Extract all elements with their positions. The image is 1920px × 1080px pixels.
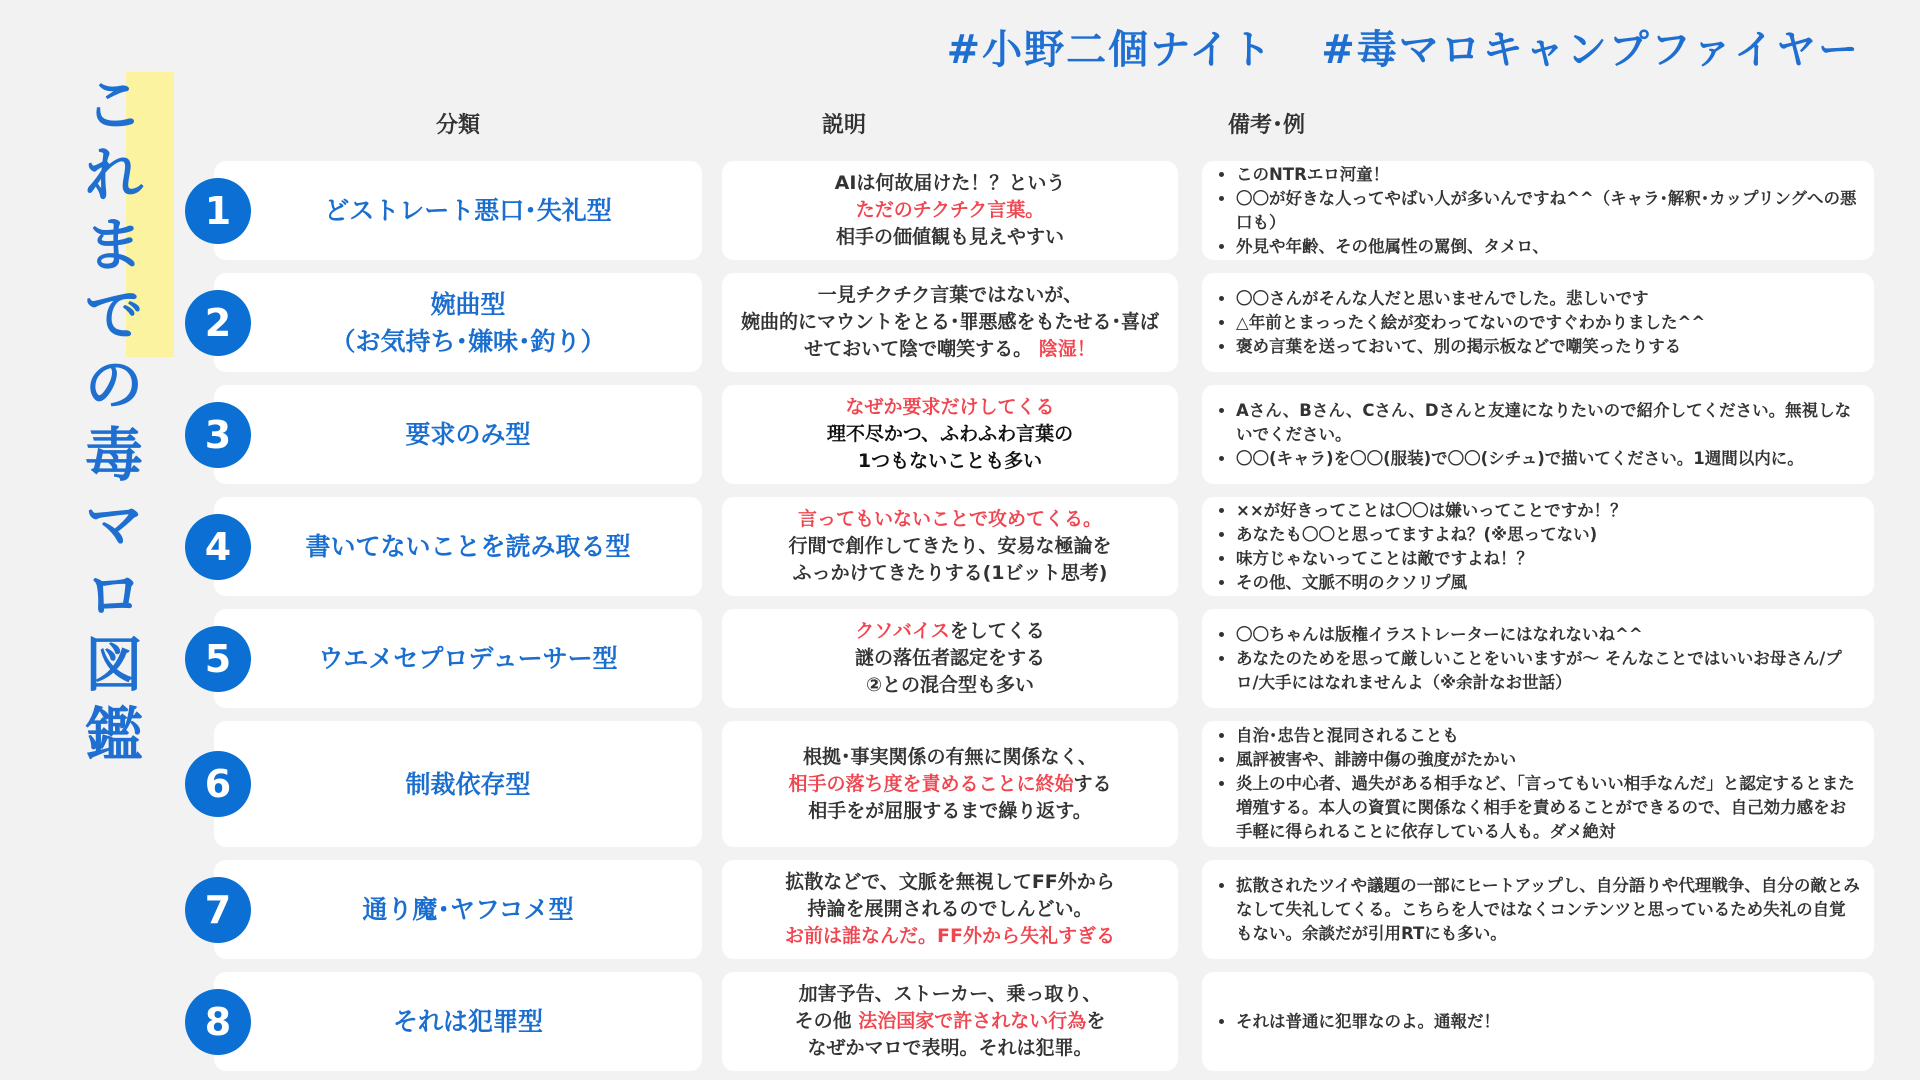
title-char: の [84,351,143,419]
category-cell [214,273,702,372]
notes-list [1214,724,1862,844]
description-text: 相手をが屈服するまで繰り返す。 [808,799,1092,822]
table-row [180,609,1874,708]
notes-list [1214,499,1627,595]
description-text: 行間で創作してきたり、安易な極論を [788,535,1112,557]
title-char: ロ [84,561,143,629]
list-item: • あなたのためを思って厳しいことをいいますが〜 そんなことではいいお母さん/プロ/大手にはなれませんよ（※余計なお世話） [1236,647,1862,695]
notes-cell [1202,273,1874,372]
description-line [803,744,1097,771]
description-cell [722,860,1178,959]
notes-list [1214,287,1705,359]
description-text: 拡散などで、文脈を無視してFF外から [785,871,1115,893]
description-text: 持論を展開されるのでしんどい。 [807,898,1093,920]
description-text: AIは何故届けた！？という [834,172,1066,194]
description-line [807,896,1092,923]
notes-cell [1202,161,1874,260]
header-description: 説明 [822,113,867,138]
list-item: • 〇〇が好きな人ってやばい人が多いんですね^^（キャラ･解釈･カップリングへの悪口も） [1236,187,1862,235]
list-item: • 風評被害や、誹謗中傷の強度がたかい [1236,748,1862,772]
list-item: • △年前とまっったく絵が変わってないのですぐわかりました^^ [1236,311,1705,335]
number-badge: 4 [185,514,251,580]
description-text: 1つもないことも多い [857,450,1043,472]
description-line [835,170,1066,197]
vertical-title [78,70,150,770]
list-item: • 〇〇(キャラ)を〇〇(服装)で〇〇(シチュ)で描いてください。1週間以内に。 [1236,447,1862,471]
description-line [798,506,1102,533]
description-line [807,1035,1092,1062]
category-label: 書いてないことを読み取る型 [305,532,631,561]
description-line [732,309,1168,363]
category-label: 要求のみ型 [405,420,531,449]
hashtag-2[interactable]: #毒マロキャンプファイヤー [1321,27,1860,73]
description-text: その他 [794,1010,859,1032]
title-char: こ [84,71,143,139]
emphasis-text: クソバイス [855,620,950,642]
description-text: 相手の価値観も見えやすい [835,226,1064,248]
category-label: 婉曲型 [430,289,506,319]
notes-list [1214,399,1862,471]
category-cell [214,721,702,847]
description-text: 謎の落伍者認定をする [854,647,1045,669]
category-cell [214,972,702,1071]
category-cell [214,385,702,484]
description-line [785,923,1115,950]
description-line [808,798,1091,825]
title-char: 鑑 [84,701,143,769]
description-text: 加害予告、ストーカー、乗っ取り、 [798,983,1102,1005]
description-cell [722,161,1178,260]
description-text: ふっかけてきたりする(1ビット思考) [792,562,1108,584]
description-line [845,394,1054,421]
hashtag-1[interactable]: #小野二個ナイト [946,27,1274,73]
description-cell [722,609,1178,708]
description-line [785,869,1115,896]
emphasis-text: なぜか要求だけしてくる [845,396,1055,418]
description-cell [722,385,1178,484]
notes-cell [1202,497,1874,596]
emphasis-text: 法治国家で許されない行為 [858,1010,1087,1032]
description-line [793,560,1108,587]
notes-cell [1202,609,1874,708]
list-item: • 外見や年齢、その他属性の罵倒、タメロ、 [1236,235,1862,259]
notes-cell [1202,972,1874,1071]
category-cell [214,161,702,260]
description-cell [722,972,1178,1071]
table-row [180,385,1874,484]
title-char: ま [84,211,143,279]
category-label: 通り魔･ヤフコメ型 [362,895,574,924]
title-char: マ [84,491,143,559]
list-item: • 自治･忠告と混同されることも [1236,724,1862,748]
category-label: それは犯罪型 [392,1007,543,1036]
list-item: • その他、文脈不明のクソリプ風 [1236,571,1627,595]
description-line [856,197,1044,224]
emphasis-text: 相手の落ち度を責めることに終始 [788,772,1074,795]
emphasis-text: お前は誰なんだ。FF外から失礼すぎる [785,925,1115,947]
table-row [180,161,1874,260]
number-badge: 6 [185,751,251,817]
number-badge: 5 [185,626,251,692]
category-cell [214,860,702,959]
emphasis-text: 言ってもいないことで攻めてくる。 [797,508,1102,530]
list-item: • 〇〇さんがそんな人だと思いませんでした。悲しいです [1236,287,1705,311]
table-row [180,860,1874,959]
category-cell [214,497,702,596]
notes-list [1214,163,1862,259]
notes-cell [1202,860,1874,959]
number-badge: 8 [185,989,251,1055]
category-label: （お気持ち･嫌味･釣り） [330,326,606,356]
description-text: する [1073,772,1112,795]
list-item: • このNTRエロ河童！ [1236,163,1862,187]
category-label: 制裁依存型 [405,769,531,799]
hashtags [899,18,1860,75]
list-item: • 炎上の中心者、過失がある相手など、「言ってもいい相手なんだ」と認定するとまた増殖する。本人の資質に関係なく相手を責めることができるので、自己効力感をお手軽に得られることに依存している人も。ダメ絶対 [1236,772,1862,844]
description-line [799,981,1102,1008]
description-line [866,672,1034,699]
description-line [827,421,1073,448]
title-char: 図 [84,631,143,699]
notes-list [1214,1010,1500,1034]
title-char: 毒 [84,421,143,489]
number-badge: 7 [185,877,251,943]
description-line [795,1008,1106,1035]
emphasis-text: ただのチクチク言葉。 [855,199,1045,221]
number-badge: 2 [185,290,251,356]
description-text: 一見チクチク言葉ではないが、 [817,284,1083,306]
notes-cell [1202,721,1874,847]
category-label: どストレート悪口･失礼型 [324,196,612,225]
description-text: なぜかマロで表明。それは犯罪。 [807,1037,1093,1059]
description-cell [722,273,1178,372]
list-item: • 味方じゃないってことは敵ですよね！？ [1236,547,1627,571]
description-line [818,282,1082,309]
description-text: ②との混合型も多い [865,674,1035,696]
list-item: • Aさん、Bさん、Cさん、Dさんと友達になりたいので紹介してください。無視しないでください。 [1236,399,1862,447]
notes-cell [1202,385,1874,484]
number-badge: 3 [185,402,251,468]
description-cell [722,497,1178,596]
emphasis-text: 陰湿！ [1038,338,1096,360]
number-badge: 1 [185,178,251,244]
description-text: 婉曲的にマウントをとる･罪悪感をもたせる･喜ばせておいて陰で嘲笑する。 [740,311,1159,360]
description-line [836,224,1064,251]
description-line [788,771,1111,798]
description-line [788,533,1111,560]
notes-list [1214,623,1862,695]
description-text: 理不尽かつ、ふわふわ言葉の [826,423,1074,445]
category-cell [214,609,702,708]
description-line [855,618,1044,645]
list-item: • ××が好きってことは〇〇は嫌いってことですか！？ [1236,499,1627,523]
list-item: • 〇〇ちゃんは版権イラストレーターにはなれないね^^ [1236,623,1862,647]
description-line [855,645,1045,672]
description-text: を [1086,1010,1106,1032]
list-item: • 褒め言葉を送っておいて、別の掲示板などで嘲笑ったりする [1236,335,1705,359]
list-item: • それは普通に犯罪なのよ。通報だ！ [1236,1010,1500,1034]
header-notes: 備考･例 [1228,113,1306,138]
table-row [180,497,1874,596]
table-row [180,273,1874,372]
description-text: をしてくる [949,620,1045,642]
table-row [180,972,1874,1071]
description-cell [722,721,1178,847]
header-category: 分類 [436,113,481,138]
list-item: • 拡散されたツイや議題の一部にヒートアップし、自分語りや代理戦争、自分の敵とみなして失礼してくる。こちらを人ではなくコンテンツと思っているため失礼の自覚もない。余談だが引用RTにも多い。 [1236,874,1862,946]
description-line [858,448,1042,475]
category-label: ウエメセプロデューサー型 [318,644,618,673]
list-item: • あなたも〇〇と思ってますよね？(※思ってない) [1236,523,1627,547]
title-char: れ [84,141,143,209]
description-text: 根拠･事実関係の有無に関係なく、 [802,745,1098,768]
table-row [180,721,1874,847]
notes-list [1214,874,1862,946]
title-char: で [84,281,143,349]
